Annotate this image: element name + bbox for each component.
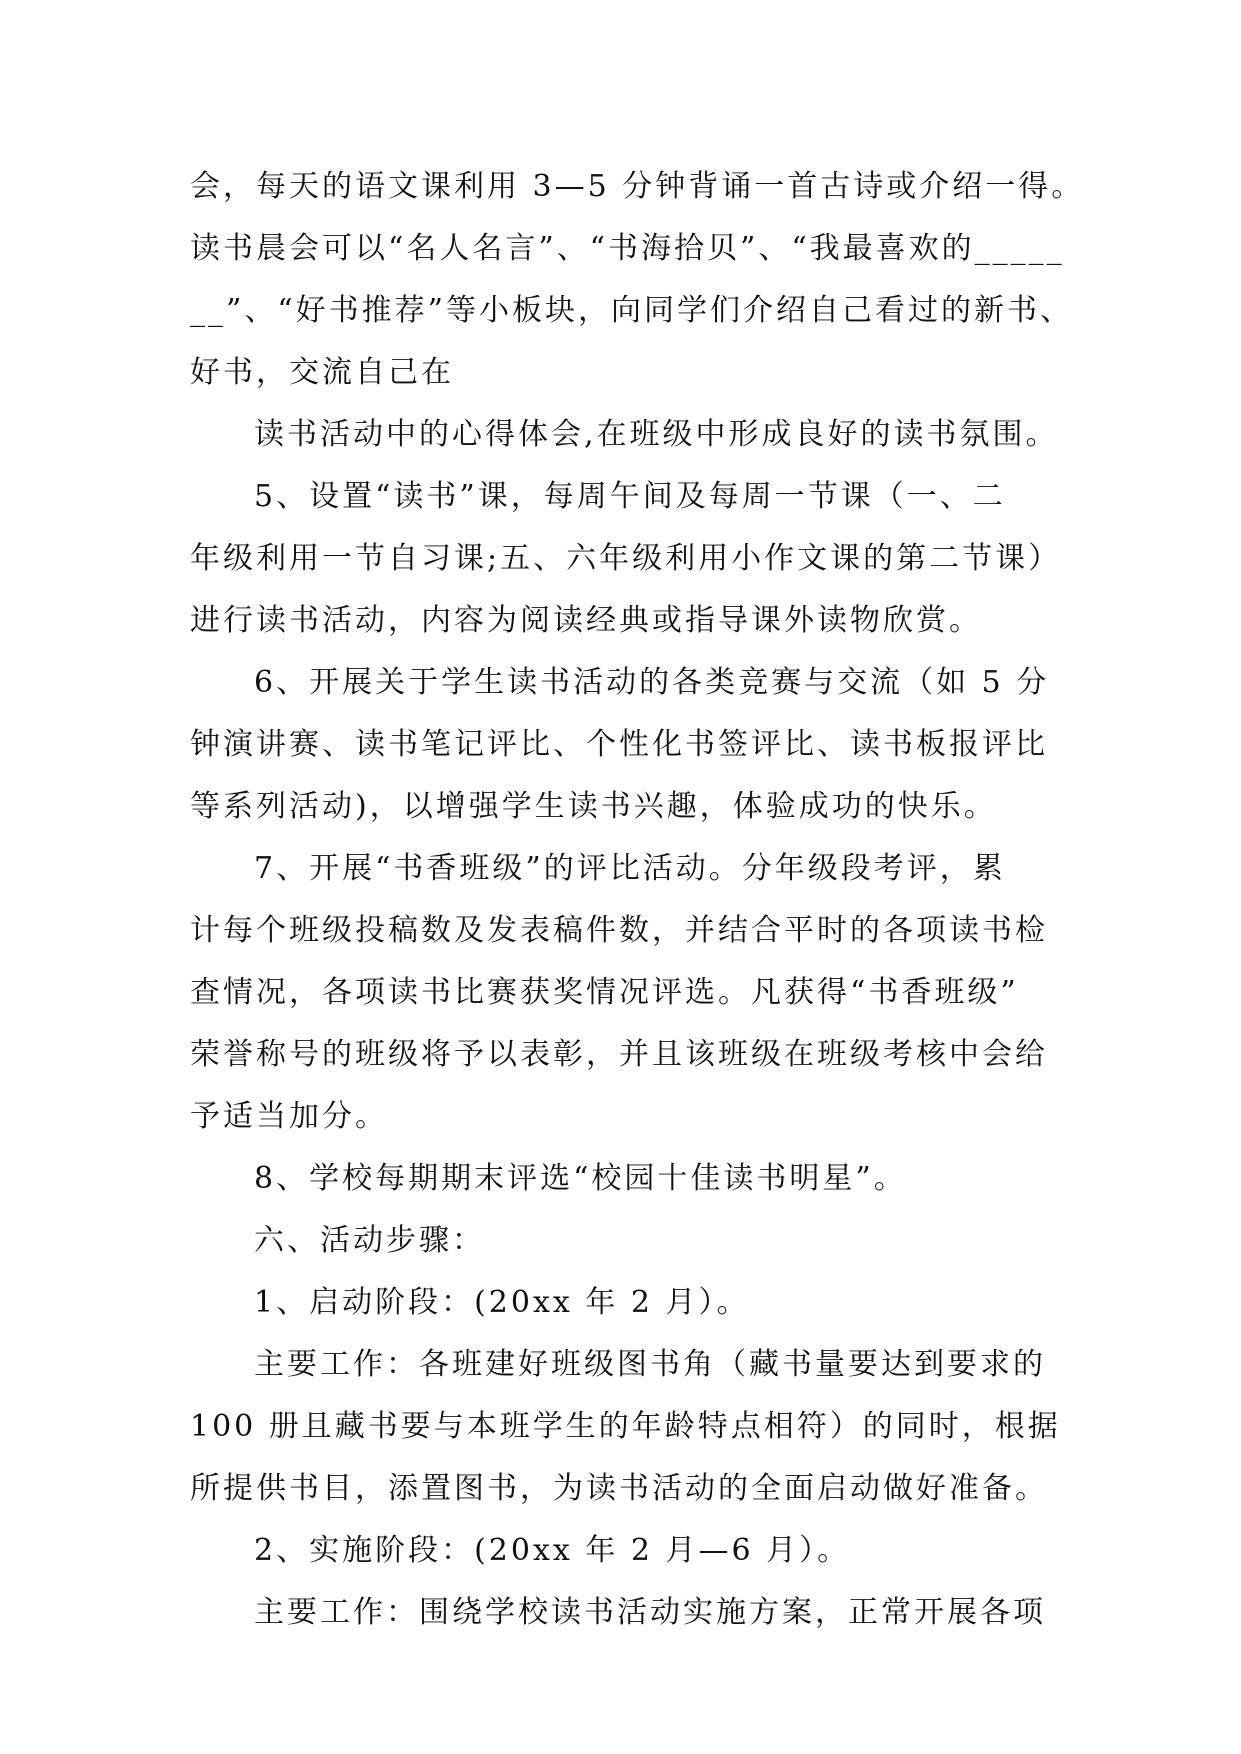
text-line: 予适当加分。: [190, 1099, 388, 1134]
text-line: 所提供书目，添置图书，为读书活动的全面启动做好准备。: [190, 1471, 1048, 1506]
text-line: 进行读书活动，内容为阅读经典或指导课外读物欣赏。: [190, 603, 982, 638]
paragraph-line: 主要工作：围绕学校读书活动实施方案，正常开展各项: [254, 1595, 1046, 1630]
paragraph-line: 7、开展“书香班级”的评比活动。分年级段考评，累: [254, 851, 1006, 886]
text-line: 100 册且藏书要与本班学生的年龄特点相符）的同时，根据: [190, 1409, 1061, 1444]
paragraph-line: 2、实施阶段：(20xx 年 2 月—6 月）。: [254, 1533, 851, 1568]
paragraph-line: 8、学校每期期末评选“校园十佳读书明星”。: [254, 1161, 907, 1196]
paragraph-line: 5、设置“读书”课，每周午间及每周一节课（一、二: [254, 479, 1006, 514]
text-line: 计每个班级投稿数及发表稿件数，并结合平时的各项读书检: [190, 913, 1048, 948]
paragraph-line: 读书活动中的心得体会,在班级中形成良好的读书氛围。: [254, 417, 1059, 452]
text-line: __”、“好书推荐”等小板块，向同学们介绍自己看过的新书、: [190, 293, 1074, 328]
text-line: 好书，交流自己在: [190, 355, 454, 390]
text-line: 等系列活动)，以增强学生读书兴趣，体验成功的快乐。: [190, 789, 997, 824]
paragraph-line: 6、开展关于学生读书活动的各类竞赛与交流（如 5 分: [254, 665, 1050, 700]
paragraph-line: 1、启动阶段：(20xx 年 2 月）。: [254, 1285, 750, 1320]
text-line: 查情况，各项读书比赛获奖情况评选。凡获得“书香班级”: [190, 975, 1019, 1010]
text-line: 荣誉称号的班级将予以表彰，并且该班级在班级考核中会给: [190, 1037, 1048, 1072]
paragraph-line: 主要工作：各班建好班级图书角（藏书量要达到要求的: [254, 1347, 1046, 1382]
text-line: 读书晨会可以“名人名言”、“书海拾贝”、“我最喜欢的_____: [190, 231, 1065, 266]
text-line: 会，每天的语文课利用 3—5 分钟背诵一首古诗或介绍一得。: [190, 169, 1085, 204]
text-line: 钟演讲赛、读书笔记评比、个性化书签评比、读书板报评比: [190, 727, 1048, 762]
text-line: 年级利用一节自习课;五、六年级利用小作文课的第二节课）: [190, 541, 1062, 576]
section-heading: 六、活动步骤：: [254, 1223, 485, 1258]
